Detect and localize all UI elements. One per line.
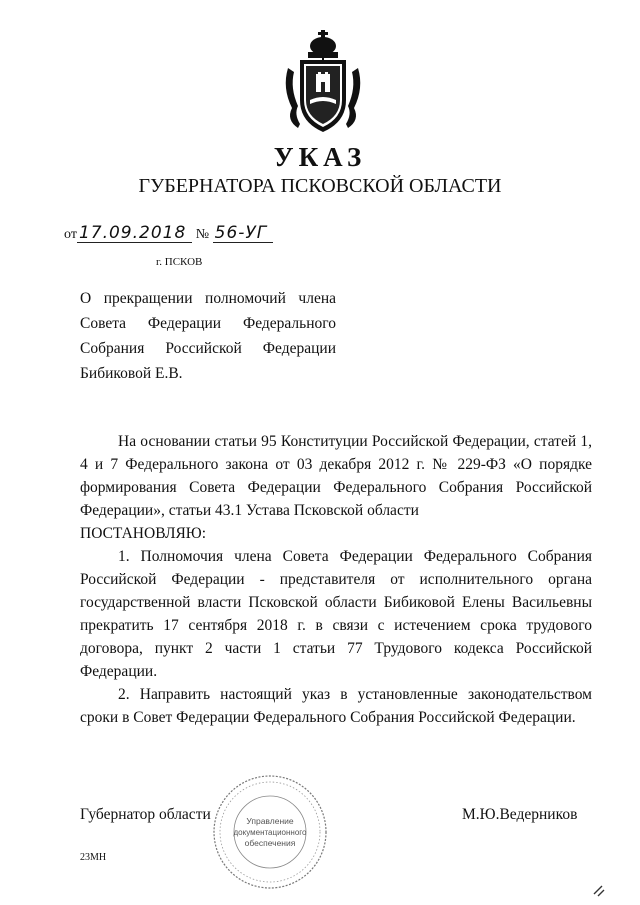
stamp-text-2: документационного xyxy=(233,828,307,837)
decree-word: ПОСТАНОВЛЯЮ: xyxy=(80,525,207,542)
handwritten-date: 17.09.2018 xyxy=(77,224,192,243)
item-1-paragraph: 1. Полномочия члена Совета Федерации Федерального Собрания Российской Федерации - представителя от исполнительного органа государственной власти Псковской области Бибиковой Елены Васильевны прекратить 17 сентября 2018 г. в связи с истечением срока трудового договора, пункт 2 части 1 статьи 77 Трудового кодекса Российской Федерации. xyxy=(80,548,592,680)
coat-of-arms-icon xyxy=(278,28,368,138)
subject-line: Совета Федерации Федерального xyxy=(80,315,336,332)
place-of-issue: г. ПСКОВ xyxy=(156,256,203,268)
stamp-text-1: Управление xyxy=(246,816,294,826)
preamble-paragraph: На основании статьи 95 Конституции Российской Федерации, статей 1, 4 и 7 Федерального закона от 03 декабря 2012 г. № 229-ФЗ «О порядке формирования Совета Федерации Федерального Собрания Российской Федерации», статьи 43.1 Устава Псковской области xyxy=(80,433,592,519)
document-subject xyxy=(80,286,336,386)
registration-line xyxy=(64,224,273,243)
document-title: УКАЗ xyxy=(273,142,367,172)
round-seal-icon xyxy=(210,772,330,892)
subject-line: Собрания Российской Федерации xyxy=(80,340,336,357)
item-2-paragraph: 2. Направить настоящий указ в установленные законодательством сроки в Совет Федерации Федерального Собрания Российской Федерации. xyxy=(80,686,592,726)
date-prefix: от xyxy=(64,227,77,242)
document-body xyxy=(80,430,592,729)
corner-mark-icon xyxy=(588,880,608,900)
stamp-text-3: обеспечения xyxy=(244,838,296,848)
number-prefix: № xyxy=(195,227,210,242)
signer-position: Губернатор области xyxy=(80,806,211,823)
document-subtitle: ГУБЕРНАТОРА ПСКОВСКОЙ ОБЛАСТИ xyxy=(138,175,502,197)
signer-name: М.Ю.Ведерников xyxy=(462,806,578,823)
handwritten-number: 56-УГ xyxy=(213,224,274,243)
footer-code: 23МН xyxy=(80,852,107,863)
subject-line: Бибиковой Е.В. xyxy=(80,365,183,382)
subject-line: О прекращении полномочий члена xyxy=(80,290,336,307)
